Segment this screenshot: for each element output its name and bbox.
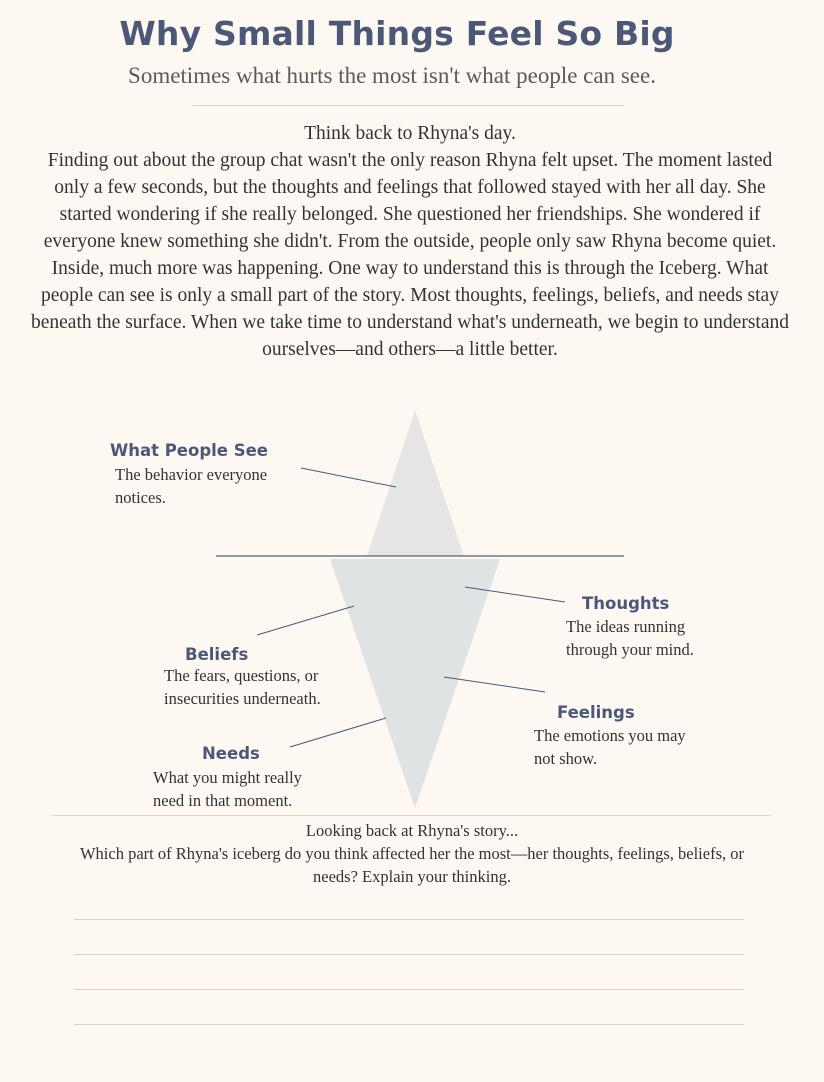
leader-needs	[290, 718, 386, 747]
label-beliefs: Beliefs	[185, 645, 249, 664]
desc-beliefs: The fears, questions, or insecurities underneath.	[164, 666, 321, 708]
leader-beliefs	[257, 606, 354, 635]
leader-what-people-see	[301, 468, 396, 487]
intro-paragraph: Finding out about the group chat wasn't the only reason Rhyna felt upset. The moment lasted only a few seconds, but the thoughts and feelings that followed stayed with her all day. She started wondering if she really belonged. She questioned her friendships. She wondered if everyone knew something she didn't. From the outside, people only saw Rhyna become quiet. Inside, much more was happening. One way to understand this is through the Iceberg. What people can see is only a small part of the story. Most thoughts, feelings, beliefs, and needs stay beneath the surface. When we take time to understand what's underneath, we begin to understand ourselves—and others—a little better.	[31, 150, 789, 360]
answer-line[interactable]	[74, 989, 744, 990]
label-what-people-see: What People See	[110, 441, 268, 460]
answer-line[interactable]	[74, 919, 744, 920]
desc-thoughts: The ideas running through your mind.	[566, 617, 694, 659]
reflection-question: Which part of Rhyna's iceberg do you think affected her the most—her thoughts, feelings, beliefs, or needs? Explain your thinking.	[79, 844, 745, 886]
iceberg-tip	[367, 410, 464, 556]
leader-feelings	[444, 677, 545, 692]
desc-needs: What you might really need in that moment.	[153, 768, 302, 810]
page-title: Why Small Things Feel So Big	[119, 14, 675, 53]
label-thoughts: Thoughts	[582, 594, 670, 613]
desc-what-people-see: The behavior everyone notices.	[115, 465, 268, 507]
label-feelings: Feelings	[557, 703, 635, 722]
answer-line[interactable]	[74, 954, 744, 955]
label-needs: Needs	[202, 744, 260, 763]
page-subtitle: Sometimes what hurts the most isn't what people can see.	[128, 63, 656, 88]
section-divider	[51, 815, 771, 816]
iceberg-base	[330, 559, 500, 808]
desc-feelings: The emotions you may not show.	[534, 726, 686, 768]
answer-line[interactable]	[74, 1024, 744, 1025]
reflection-lead: Looking back at Rhyna's story...	[305, 821, 519, 840]
intro-lead: Think back to Rhyna's day.	[304, 123, 516, 144]
